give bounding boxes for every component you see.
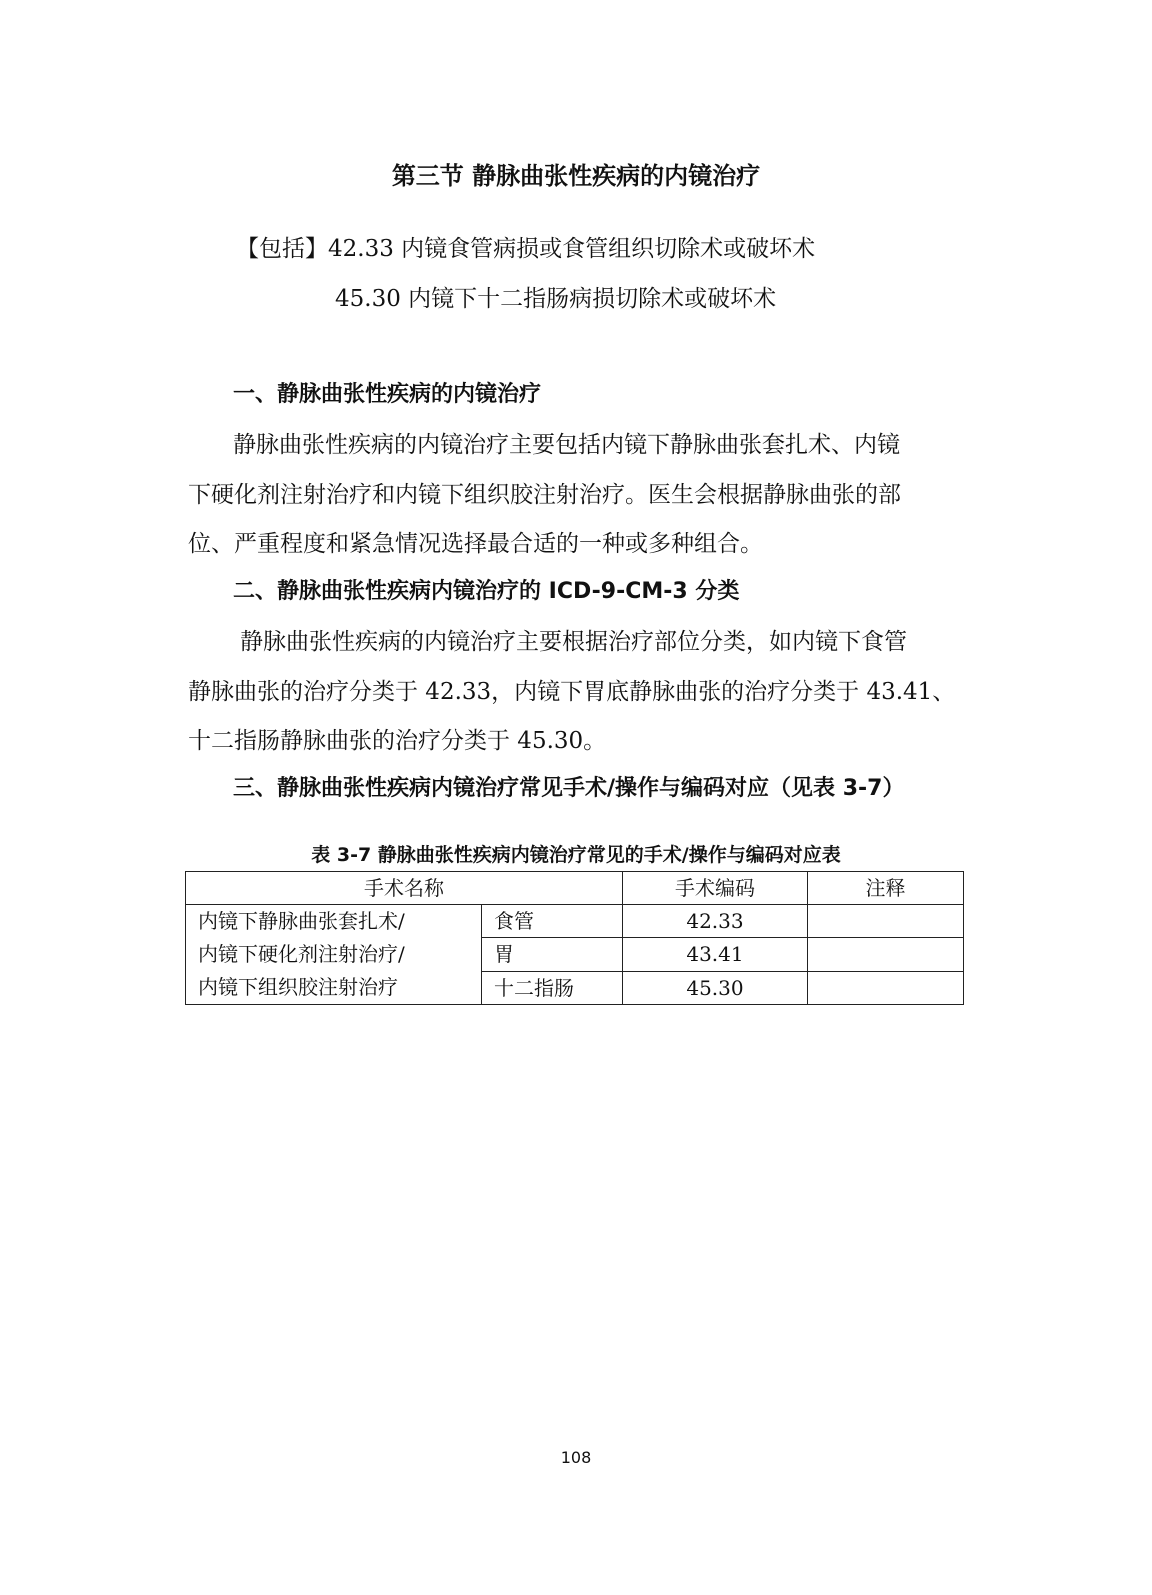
heading-3: 三、静脉曲张性疾病内镜治疗常见手术/操作与编码对应（见表 3-7）	[233, 776, 905, 801]
header-note: 注释	[808, 872, 964, 905]
note-cell	[808, 905, 964, 938]
code-cell: 45.30	[623, 971, 808, 1004]
includes-line-2: 45.30 内镜下十二指肠病损切除术或破坏术	[335, 286, 777, 312]
site-cell: 十二指肠	[482, 971, 623, 1004]
paragraph-1-line-3: 位、严重程度和紧急情况选择最合适的一种或多种组合。	[188, 531, 763, 557]
heading-1: 一、静脉曲张性疾病的内镜治疗	[233, 382, 542, 407]
code-cell: 42.33	[623, 905, 808, 938]
procedure-line: 内镜下硬化剂注射治疗/	[198, 942, 405, 966]
note-cell	[808, 938, 964, 971]
procedure-name-cell	[186, 905, 482, 1005]
procedure-line: 内镜下组织胶注射治疗	[198, 975, 398, 999]
note-cell	[808, 971, 964, 1004]
includes-line-1: 【包括】42.33 内镜食管病损或食管组织切除术或破坏术	[236, 236, 816, 262]
site-cell: 食管	[482, 905, 623, 938]
code-cell: 43.41	[623, 938, 808, 971]
page-number: 108	[560, 1448, 592, 1467]
header-procedure-name: 手术名称	[186, 872, 623, 905]
table-header-row	[186, 872, 964, 905]
site-cell: 胃	[482, 938, 623, 971]
paragraph-1-line-2: 下硬化剂注射治疗和内镜下组织胶注射治疗。医生会根据静脉曲张的部	[188, 482, 901, 508]
header-procedure-code: 手术编码	[623, 872, 808, 905]
paragraph-1-line-1: 静脉曲张性疾病的内镜治疗主要包括内镜下静脉曲张套扎术、内镜	[233, 432, 900, 458]
table-caption: 表 3-7 静脉曲张性疾病内镜治疗常见的手术/操作与编码对应表	[311, 844, 841, 866]
table-row	[186, 905, 964, 938]
paragraph-2-line-3: 十二指肠静脉曲张的治疗分类于 45.30。	[188, 728, 607, 754]
procedure-code-table	[185, 871, 964, 1005]
section-title: 第三节 静脉曲张性疾病的内镜治疗	[391, 162, 761, 190]
heading-2: 二、静脉曲张性疾病内镜治疗的 ICD-9-CM-3 分类	[233, 579, 740, 604]
paragraph-2-line-1: 静脉曲张性疾病的内镜治疗主要根据治疗部位分类，如内镜下食管	[240, 629, 907, 655]
paragraph-2-line-2: 静脉曲张的治疗分类于 42.33，内镜下胃底静脉曲张的治疗分类于 43.41、	[188, 679, 956, 705]
procedure-line: 内镜下静脉曲张套扎术/	[198, 909, 405, 933]
